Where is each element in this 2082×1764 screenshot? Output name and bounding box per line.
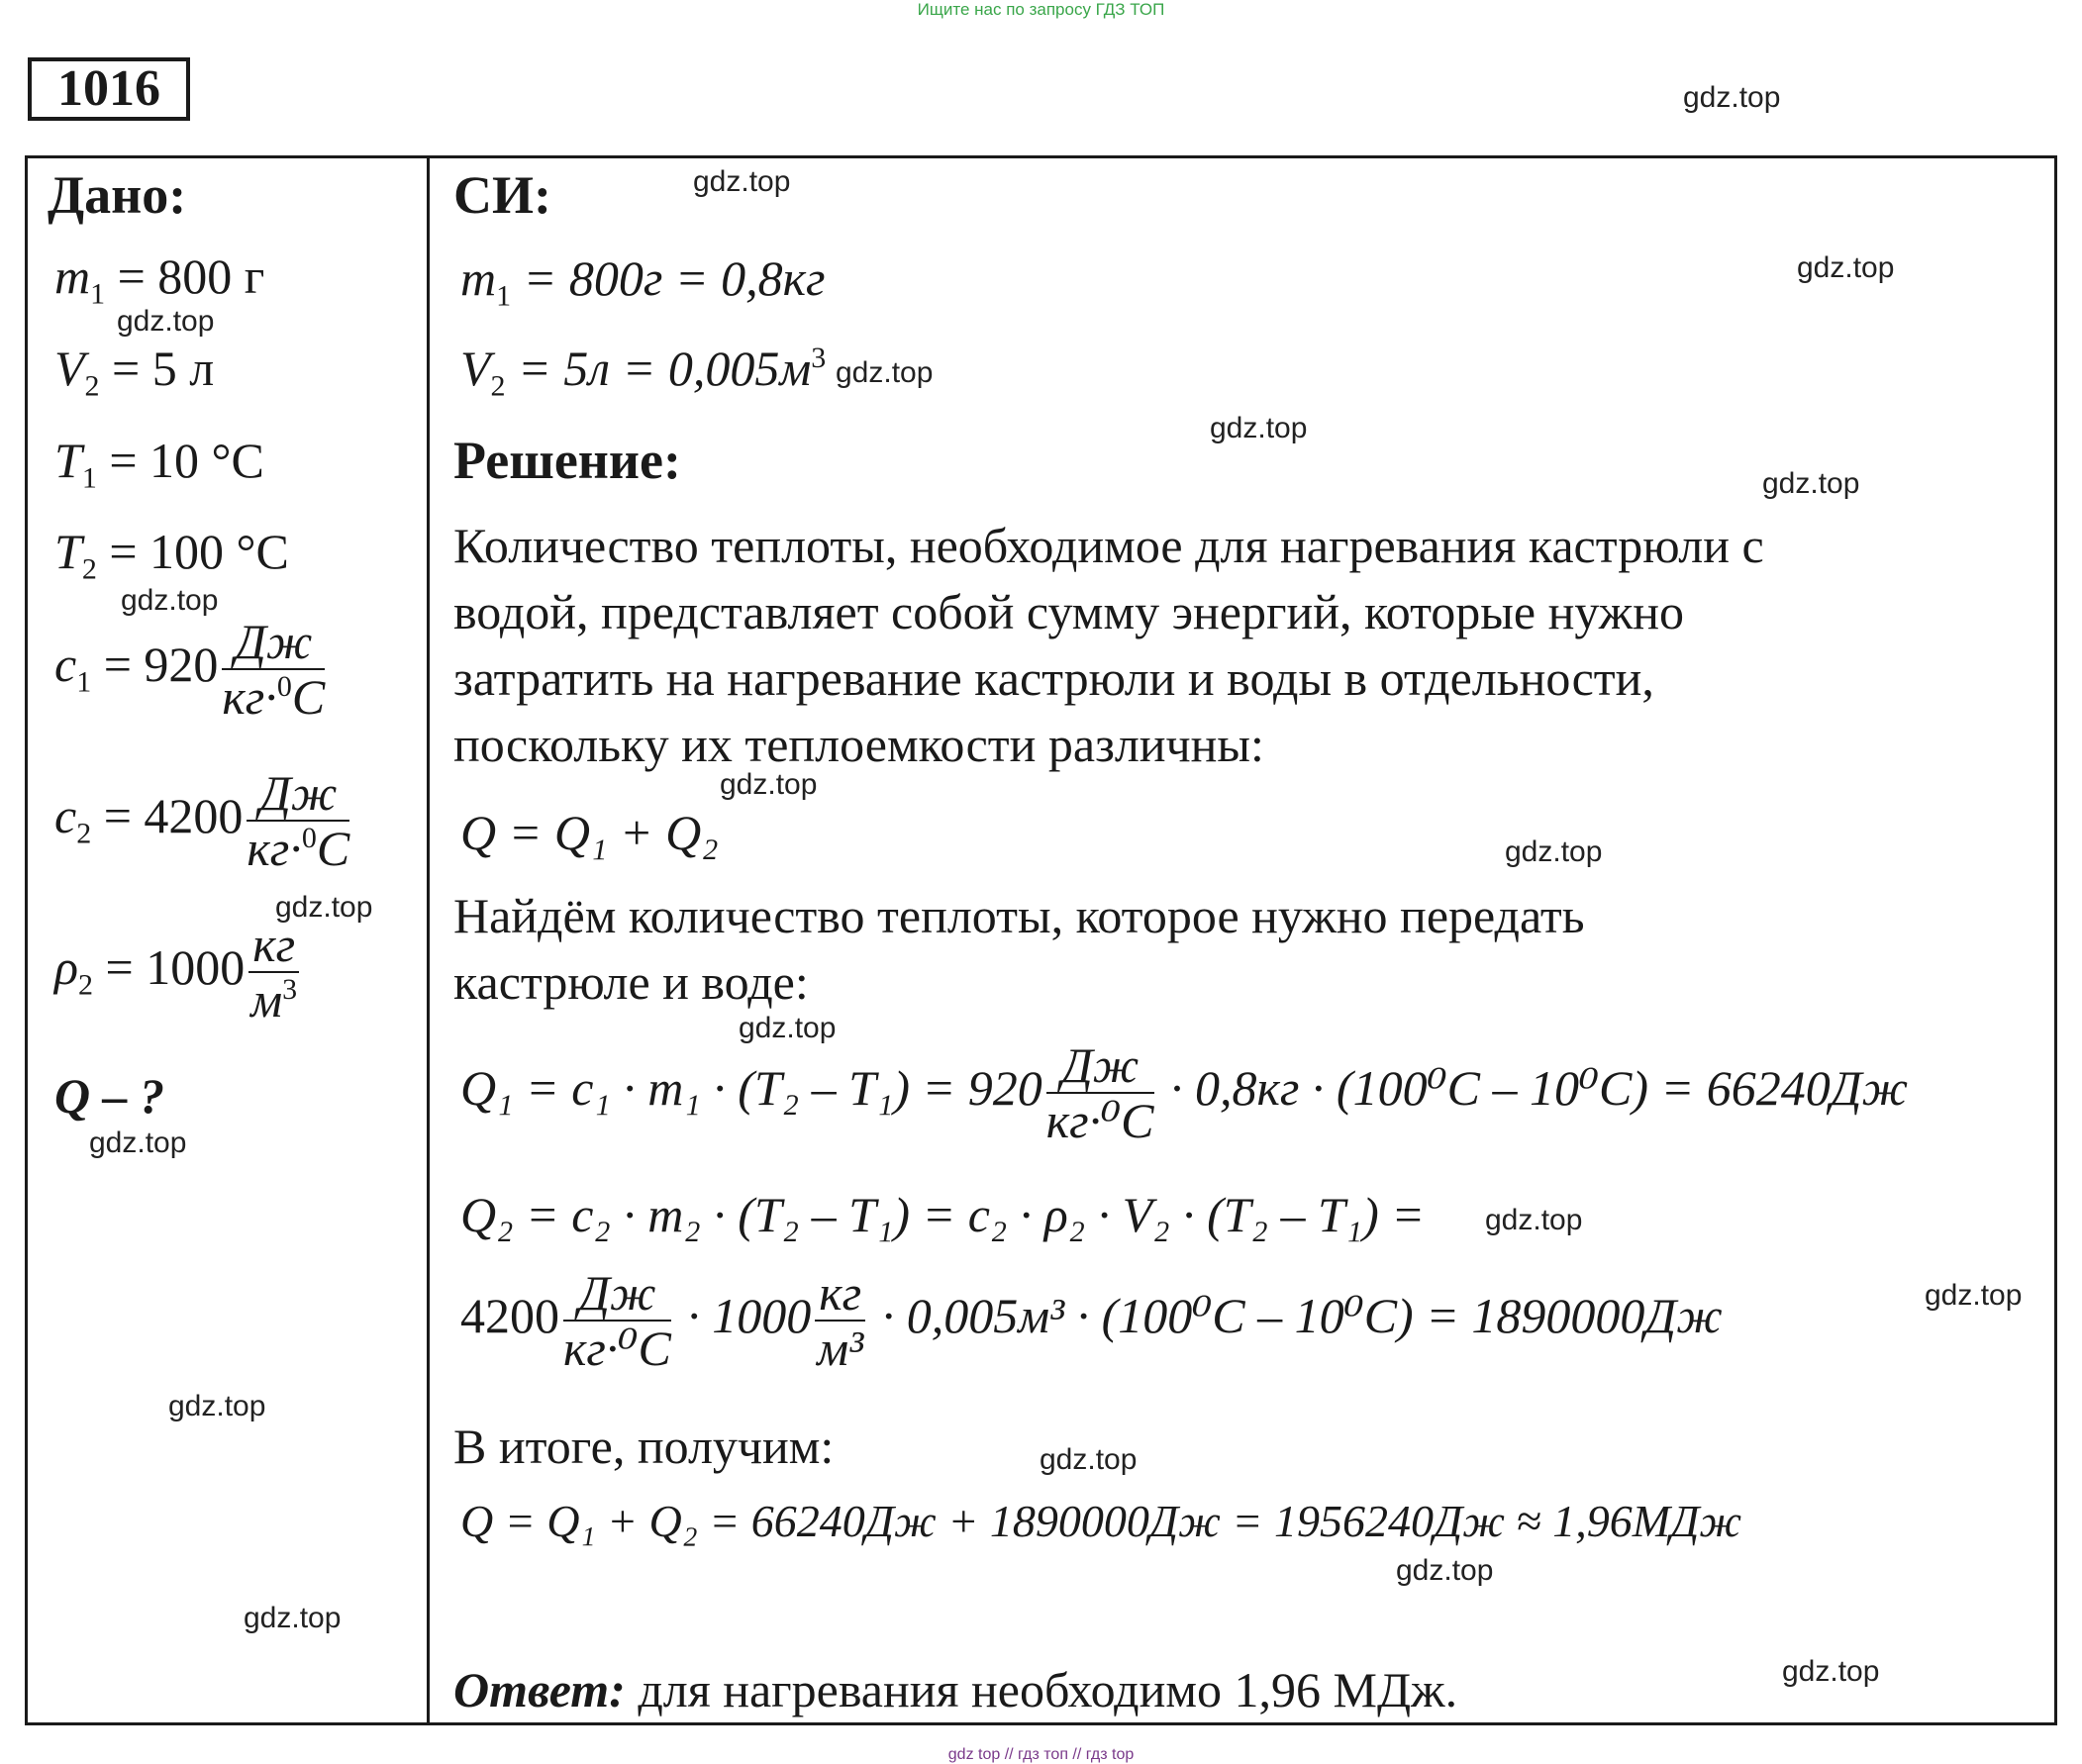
si-v2: $V_2 = 5л = 0,005м^3$ <box>460 341 827 403</box>
top-banner[interactable]: Ищите нас по запросу ГДЗ ТОП <box>917 0 1165 19</box>
formula-q1: Q₁ = c₁ · m₁ · (T₂ – T₁) = 920 $\frac{Дж}{\text{кг·⁰С}}$ · 0,8кг · (100⁰С – 10⁰С) = 66240Дж <box>460 1037 1909 1148</box>
watermark: gdz.top <box>117 305 215 338</box>
problem-number: 1016 <box>28 57 190 121</box>
watermark: gdz.top <box>168 1390 266 1422</box>
watermark: gdz.top <box>1040 1443 1138 1476</box>
solution-heading: Решение: <box>453 431 681 490</box>
watermark: gdz.top <box>244 1602 342 1634</box>
watermark: gdz.top <box>1396 1554 1494 1587</box>
watermark: gdz.top <box>1683 81 1781 114</box>
formula-q2-line2: 4200 $\frac{Дж}{\text{кг·⁰С}}$ · 1000 $\frac{кг}{\text{м³}}$ · 0,005м³ · (100⁰С – 10⁰С) = 1890000Дж <box>460 1265 1723 1376</box>
watermark: gdz.top <box>1797 251 1895 284</box>
watermark: gdz.top <box>1505 835 1603 868</box>
si-m1: $m_1 = 800г = 0,8кг$ <box>460 250 826 313</box>
given-find: Q – ? <box>54 1068 165 1124</box>
given-t2: $T_2 = 100$ °С <box>54 524 289 586</box>
solution-paragraph-1: Количество теплоты, необходимое для нагревания кастрюли с водой, представляет собой сумму энергий, которые нужно затратить на нагревание кастрюли и воды в отдельности, поскольку их теплоемкости различны: <box>453 518 1764 772</box>
watermark: gdz.top <box>1210 412 1308 444</box>
given-v2: $V_2 = 5$ л <box>54 341 215 403</box>
watermark: gdz.top <box>1485 1204 1583 1236</box>
si-heading: СИ: <box>453 165 551 225</box>
answer: Ответ: для нагревания необходимо 1,96 МДж. <box>453 1662 1458 1717</box>
given-c2: $c_2 = 4200$ $\frac{Дж}{кг\cdot^0С}$ <box>54 765 350 876</box>
footer-links[interactable]: gdz top // гдз топ // гдз top <box>947 1746 1135 1763</box>
given-m1: $m_1 = 800$ г <box>54 248 265 311</box>
watermark: gdz.top <box>121 584 219 617</box>
result-intro: В итоге, получим: <box>453 1419 835 1474</box>
watermark: gdz.top <box>1762 467 1860 500</box>
watermark: gdz.top <box>89 1127 187 1159</box>
watermark: gdz.top <box>739 1012 837 1044</box>
formula-sum: Q = Q₁ + Q₂ <box>460 805 719 860</box>
given-c1: $c_1 = 920$ $\frac{Дж}{кг\cdot^0С}$ <box>54 614 326 725</box>
given-heading: Дано: <box>48 165 187 225</box>
column-divider <box>427 155 430 1725</box>
watermark: gdz.top <box>1925 1279 2023 1312</box>
formula-q2-line1: Q₂ = c₂ · m₂ · (T₂ – T₁) = c₂ · ρ₂ · V₂ · (T₂ – T₁) = <box>460 1187 1426 1242</box>
result-formula: Q = Q₁ + Q₂ = 66240Дж + 1890000Дж = 1956240Дж ≈ 1,96МДж <box>460 1496 1742 1546</box>
given-t1: $T_1 = 10$ °С <box>54 433 264 495</box>
watermark: gdz.top <box>720 768 818 801</box>
watermark: gdz.top <box>1782 1655 1880 1688</box>
watermark: gdz.top <box>693 165 791 198</box>
watermark: gdz.top <box>836 356 934 389</box>
given-rho2: $\rho_2 = 1000$ $\frac{кг}{м^3}$ <box>54 917 298 1028</box>
watermark: gdz.top <box>275 891 373 924</box>
solution-paragraph-2: Найдём количество теплоты, которое нужно передать кастрюле и воде: <box>453 888 1585 1010</box>
